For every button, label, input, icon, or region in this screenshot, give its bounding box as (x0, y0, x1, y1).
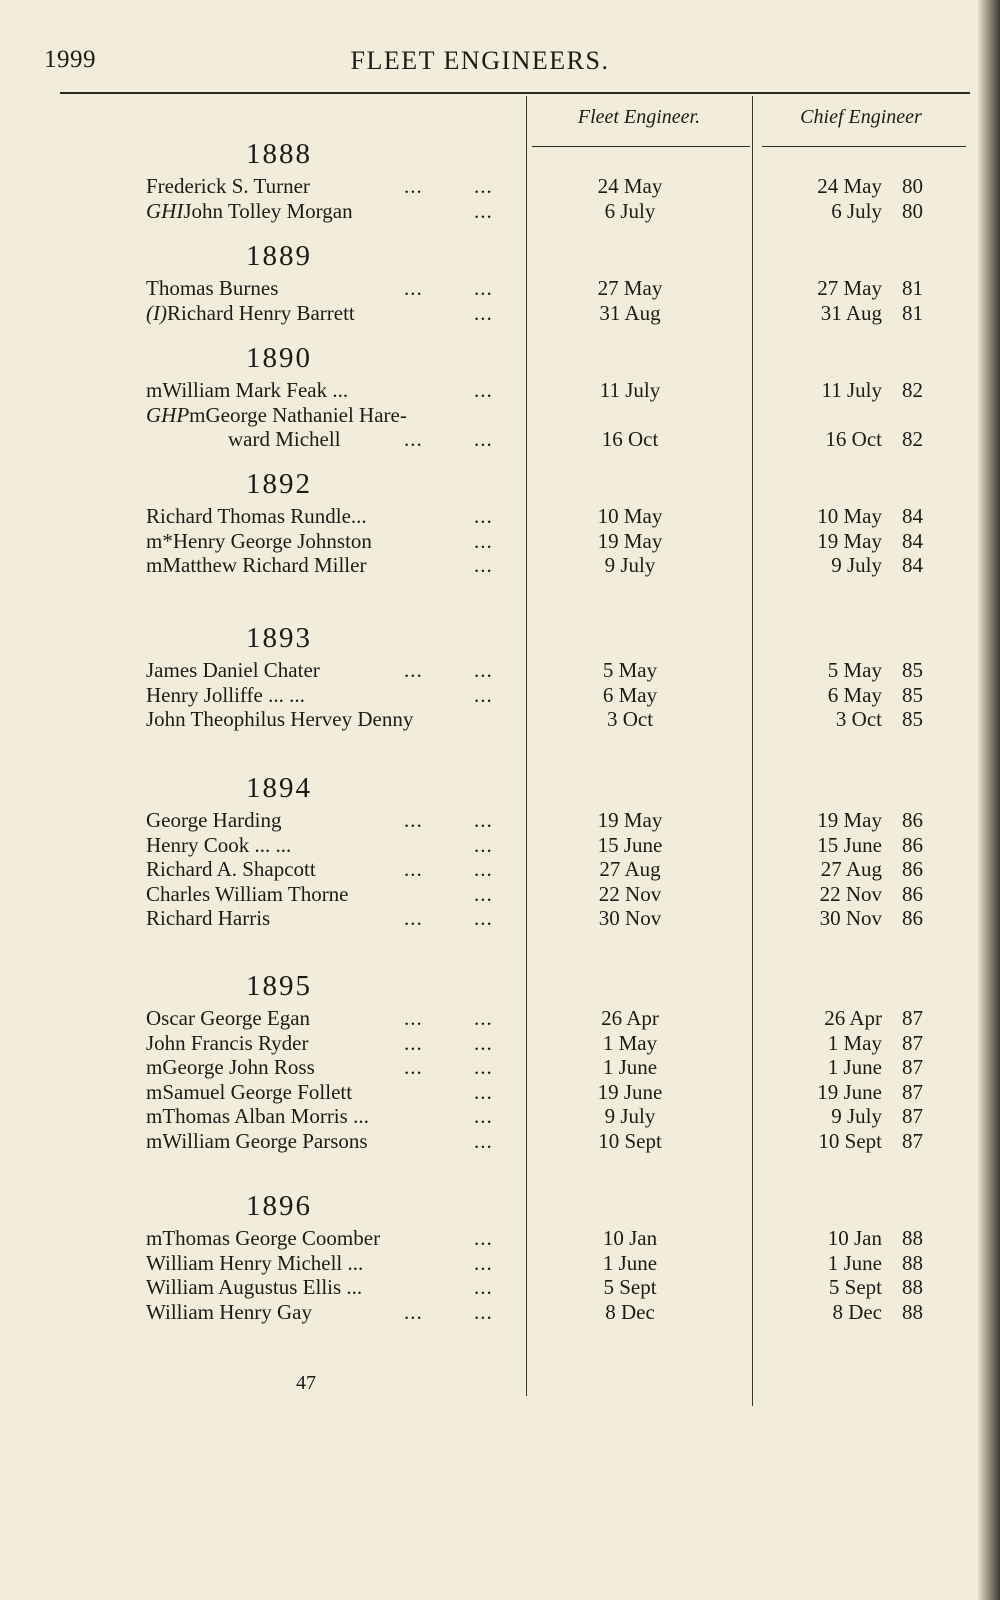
fleet-engineer-date: 11 July (599, 378, 661, 402)
engineer-name (146, 1080, 352, 1104)
engineer-name (146, 906, 270, 930)
engineer-name (146, 529, 372, 553)
dot-leader: ... (404, 1300, 423, 1324)
fleet-engineer-date: 10 Sept (598, 1129, 662, 1153)
fleet-engineer-date: 16 Oct (601, 427, 659, 451)
fleet-engineer-date: 9 July (604, 553, 656, 577)
engineer-row (0, 1251, 980, 1277)
name-text: Richard Thomas Rundle... (146, 504, 367, 528)
dot-leader: ... (474, 1080, 493, 1104)
chief-engineer-date: 6 May (827, 683, 882, 707)
chief-engineer-year: 87 (902, 1104, 923, 1128)
year-heading: 1890 (246, 342, 312, 374)
chief-engineer-year: 87 (902, 1055, 923, 1079)
chief-engineer-year: 88 (902, 1251, 923, 1275)
engineer-name (146, 276, 278, 300)
chief-engineer-date: 9 July (831, 553, 882, 577)
fleet-engineer-date: 19 May (597, 808, 663, 832)
chief-engineer-year: 86 (902, 906, 923, 930)
engineer-name (146, 882, 349, 906)
chief-engineer-date: 19 May (817, 808, 882, 832)
name-text: John Theophilus Hervey Denny (146, 707, 414, 731)
chief-engineer-date: 1 June (827, 1251, 882, 1275)
engineer-row (0, 1275, 980, 1301)
engineer-name (146, 1251, 363, 1275)
name-text: Henry Cook ... ... (146, 833, 292, 857)
name-text: William Henry Michell ... (146, 1251, 364, 1275)
engineer-name (146, 504, 367, 528)
engineer-name (146, 1006, 310, 1030)
dot-leader: ... (404, 427, 423, 451)
dot-leader: ... (474, 1226, 493, 1250)
name-text: mGeorge John Ross (146, 1055, 315, 1079)
fleet-engineer-date: 1 May (602, 1031, 658, 1055)
chief-engineer-year: 86 (902, 808, 923, 832)
name-text: ward Michell (228, 427, 341, 451)
chief-engineer-year: 85 (902, 658, 923, 682)
chief-engineer-year: 87 (902, 1031, 923, 1055)
fleet-engineer-date: 19 June (597, 1080, 663, 1104)
chief-engineer-year: 82 (902, 378, 923, 402)
engineer-row (0, 529, 980, 555)
name-text: John Tolley Morgan (183, 199, 353, 223)
honour-prefix: (I) (146, 301, 167, 325)
page-number: 1999 (44, 46, 96, 73)
name-text: mGeorge Nathaniel Hare- (189, 403, 407, 427)
name-text: Richard Henry Barrett (166, 301, 355, 325)
fleet-engineer-date: 1 June (602, 1251, 658, 1275)
column-header-rule-fleet (532, 146, 750, 147)
engineer-row (0, 882, 980, 908)
name-text: Richard A. Shapcott (146, 857, 316, 881)
chief-engineer-date: 5 May (827, 658, 882, 682)
year-heading: 1895 (246, 970, 312, 1002)
fleet-engineer-date: 10 May (597, 504, 663, 528)
chief-engineer-year: 86 (902, 882, 923, 906)
engineer-row (0, 808, 980, 834)
engineer-name (146, 1129, 368, 1153)
chief-engineer-year: 88 (902, 1226, 923, 1250)
chief-engineer-year: 81 (902, 301, 923, 325)
dot-leader: ... (474, 1251, 493, 1275)
dot-leader: ... (474, 1104, 493, 1128)
year-heading: 1889 (246, 240, 312, 272)
chief-engineer-date: 24 May (817, 174, 882, 198)
dot-leader: ... (474, 833, 493, 857)
fleet-engineer-date: 27 May (597, 276, 663, 300)
fleet-engineer-date: 24 May (597, 174, 663, 198)
name-text: Charles William Thorne (146, 882, 349, 906)
chief-engineer-year: 82 (902, 427, 923, 451)
engineer-row (0, 857, 980, 883)
dot-leader: ... (474, 276, 493, 300)
chief-engineer-date: 9 July (831, 1104, 882, 1128)
name-text: m*Henry George Johnston (146, 529, 372, 553)
chief-engineer-date: 30 Nov (819, 906, 882, 930)
year-heading: 1896 (246, 1190, 312, 1222)
engineer-name (146, 707, 413, 731)
chief-engineer-date: 11 July (821, 378, 882, 402)
chief-engineer-year: 81 (902, 276, 923, 300)
dot-leader: ... (474, 808, 493, 832)
engineer-row (0, 1104, 980, 1130)
chief-engineer-date: 10 Jan (827, 1226, 882, 1250)
dot-leader: ... (474, 906, 493, 930)
fleet-engineer-date: 8 Dec (605, 1300, 655, 1324)
dot-leader: ... (474, 1031, 493, 1055)
engineer-name (146, 1275, 362, 1299)
engineer-name (146, 658, 320, 682)
chief-engineer-year: 80 (902, 174, 923, 198)
chief-engineer-date: 1 June (827, 1055, 882, 1079)
chief-engineer-year: 80 (902, 199, 923, 223)
engineer-name (146, 857, 316, 881)
honour-prefix: GHI (146, 199, 184, 223)
fleet-engineer-date: 26 Apr (601, 1006, 659, 1030)
chief-engineer-year: 88 (902, 1300, 923, 1324)
column-header-fleet-engineer: Fleet Engineer. (577, 106, 701, 128)
engineer-name (146, 174, 310, 198)
engineer-name (146, 403, 407, 427)
chief-engineer-year: 84 (902, 553, 923, 577)
chief-engineer-date: 22 Nov (819, 882, 882, 906)
fleet-engineer-date: 9 July (604, 1104, 656, 1128)
engineer-row (0, 906, 980, 932)
dot-leader: ... (474, 174, 493, 198)
name-text: William Augustus Ellis ... (146, 1275, 363, 1299)
name-text: mThomas George Coomber (146, 1226, 381, 1250)
dot-leader: ... (404, 1006, 423, 1030)
fleet-engineer-date: 27 Aug (599, 857, 661, 881)
year-heading: 1888 (246, 138, 312, 170)
year-heading: 1892 (246, 468, 312, 500)
dot-leader: ... (474, 1275, 493, 1299)
engineer-row (0, 1300, 980, 1326)
chief-engineer-date: 5 Sept (828, 1275, 882, 1299)
column-header-chief-engineer: Chief Engineer (800, 106, 922, 128)
chief-engineer-year: 88 (902, 1275, 923, 1299)
page-title: FLEET ENGINEERS. (350, 46, 610, 75)
dot-leader: ... (404, 906, 423, 930)
engineer-name (146, 301, 355, 325)
dot-leader: ... (474, 658, 493, 682)
chief-engineer-date: 26 Apr (824, 1006, 882, 1030)
chief-engineer-date: 10 May (817, 504, 882, 528)
name-text: Oscar George Egan (146, 1006, 311, 1030)
engineer-name (146, 199, 353, 223)
engineer-name (146, 808, 282, 832)
name-text: mMatthew Richard Miller (146, 553, 367, 577)
engineer-name (146, 1031, 308, 1055)
year-heading: 1894 (246, 772, 312, 804)
chief-engineer-date: 19 May (817, 529, 882, 553)
engineer-row (0, 553, 980, 579)
name-text: Thomas Burnes (146, 276, 279, 300)
name-text: James Daniel Chater (146, 658, 320, 682)
engineer-row (0, 276, 980, 302)
engineer-row (0, 1129, 980, 1155)
dot-leader: ... (404, 276, 423, 300)
chief-engineer-year: 86 (902, 857, 923, 881)
name-text: mWilliam Mark Feak ... (146, 378, 349, 402)
chief-engineer-year: 87 (902, 1129, 923, 1153)
engineer-row (0, 174, 980, 200)
chief-engineer-date: 19 June (817, 1080, 882, 1104)
name-text: Richard Harris (146, 906, 271, 930)
dot-leader: ... (474, 427, 493, 451)
fleet-engineer-date: 19 May (597, 529, 663, 553)
fleet-engineer-date: 5 May (602, 658, 658, 682)
dot-leader: ... (474, 882, 493, 906)
honour-prefix: GHP (146, 403, 190, 427)
dot-leader: ... (474, 1129, 493, 1153)
chief-engineer-date: 6 July (831, 199, 882, 223)
chief-engineer-date: 15 June (817, 833, 882, 857)
dot-leader: ... (404, 857, 423, 881)
name-text: mThomas Alban Morris ... (146, 1104, 369, 1128)
fleet-engineer-date: 5 Sept (603, 1275, 657, 1299)
engineer-row (0, 199, 980, 225)
engineer-name (146, 553, 366, 577)
chief-engineer-date: 27 May (817, 276, 882, 300)
name-text: mSamuel George Follett (146, 1080, 353, 1104)
dot-leader: ... (474, 683, 493, 707)
engineer-name (146, 1226, 380, 1250)
fleet-engineer-date: 15 June (597, 833, 663, 857)
column-header-rule-chief (762, 146, 966, 147)
fleet-engineer-date: 30 Nov (598, 906, 662, 930)
fleet-engineer-date: 6 May (602, 683, 658, 707)
engineer-row (0, 833, 980, 859)
engineer-name (146, 1104, 369, 1128)
engineer-row (0, 1055, 980, 1081)
chief-engineer-date: 31 Aug (820, 301, 882, 325)
engineer-row (0, 403, 980, 429)
dot-leader: ... (404, 658, 423, 682)
dot-leader: ... (404, 1055, 423, 1079)
chief-engineer-date: 10 Sept (818, 1129, 882, 1153)
engineer-row (0, 1226, 980, 1252)
dot-leader: ... (474, 504, 493, 528)
fleet-engineer-date: 6 July (604, 199, 656, 223)
folio-number: 47 (296, 1372, 316, 1394)
fleet-engineer-date: 31 Aug (599, 301, 661, 325)
engineer-name (146, 683, 305, 707)
engineer-name (146, 1300, 312, 1324)
engineer-name (146, 378, 348, 402)
chief-engineer-date: 16 Oct (825, 427, 882, 451)
engineer-row (0, 658, 980, 684)
chief-engineer-year: 84 (902, 529, 923, 553)
engineer-row (0, 1006, 980, 1032)
engineer-row (0, 683, 980, 709)
dot-leader: ... (474, 553, 493, 577)
dot-leader: ... (474, 1006, 493, 1030)
fleet-engineer-date: 1 June (602, 1055, 658, 1079)
name-text: mWilliam George Parsons (146, 1129, 368, 1153)
dot-leader: ... (404, 1031, 423, 1055)
name-text: John Francis Ryder (146, 1031, 309, 1055)
chief-engineer-date: 1 May (827, 1031, 882, 1055)
chief-engineer-date: 27 Aug (820, 857, 882, 881)
chief-engineer-year: 87 (902, 1006, 923, 1030)
dot-leader: ... (474, 857, 493, 881)
engineer-name (146, 833, 291, 857)
engineer-row (0, 1031, 980, 1057)
fleet-engineer-date: 22 Nov (598, 882, 662, 906)
engineer-name (146, 1055, 315, 1079)
engineer-row (0, 504, 980, 530)
chief-engineer-year: 85 (902, 707, 923, 731)
dot-leader: ... (474, 199, 493, 223)
chief-engineer-year: 87 (902, 1080, 923, 1104)
chief-engineer-year: 84 (902, 504, 923, 528)
engineer-row (0, 707, 980, 733)
book-spine-edge (978, 0, 1000, 1600)
name-text: George Harding (146, 808, 282, 832)
header-rule (60, 92, 970, 94)
year-heading: 1893 (246, 622, 312, 654)
dot-leader: ... (474, 529, 493, 553)
dot-leader: ... (404, 174, 423, 198)
chief-engineer-year: 85 (902, 683, 923, 707)
chief-engineer-date: 3 Oct (835, 707, 882, 731)
dot-leader: ... (474, 378, 493, 402)
name-text: William Henry Gay (146, 1300, 312, 1324)
fleet-engineer-date: 10 Jan (602, 1226, 658, 1250)
dot-leader: ... (474, 1300, 493, 1324)
name-text: Frederick S. Turner (146, 174, 310, 198)
engineer-row (0, 301, 980, 327)
name-text: Henry Jolliffe ... ... (146, 683, 305, 707)
engineer-row (0, 427, 980, 453)
fleet-engineer-date: 3 Oct (606, 707, 654, 731)
engineer-name (228, 427, 341, 451)
engineer-row (0, 1080, 980, 1106)
chief-engineer-year: 86 (902, 833, 923, 857)
engineer-row (0, 378, 980, 404)
dot-leader: ... (474, 301, 493, 325)
dot-leader: ... (404, 808, 423, 832)
chief-engineer-date: 8 Dec (832, 1300, 882, 1324)
dot-leader: ... (474, 1055, 493, 1079)
